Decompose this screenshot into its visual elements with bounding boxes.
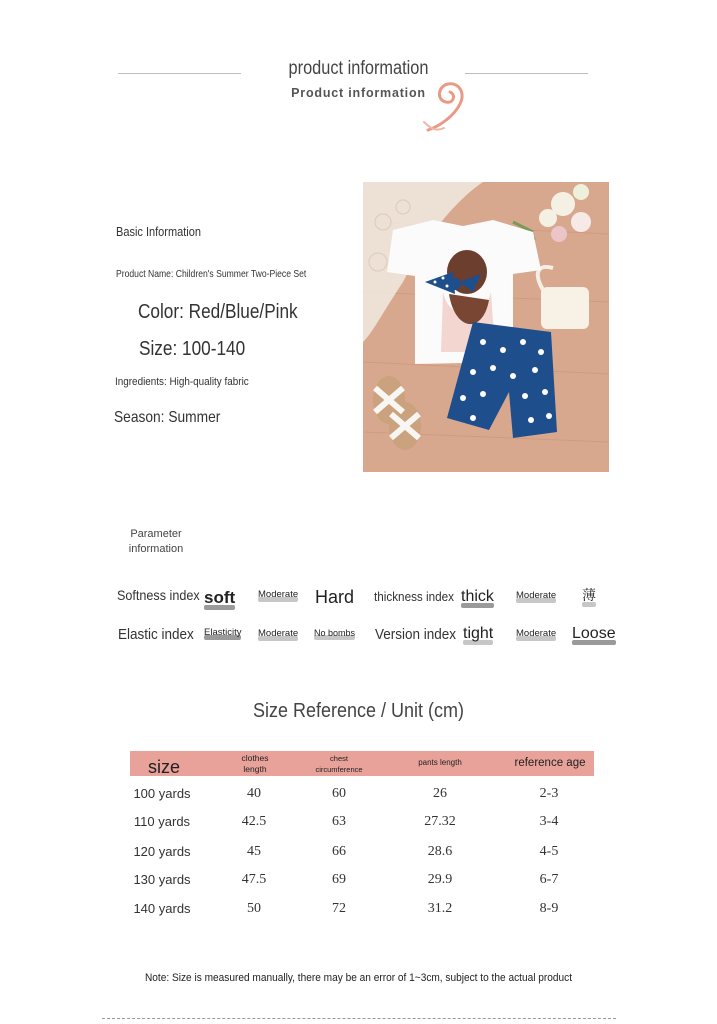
table-cell: 3-4 xyxy=(539,814,559,829)
table-cell: 4-5 xyxy=(539,844,559,859)
thickness-option-thin: 薄 xyxy=(582,585,596,605)
table-cell: 42.5 xyxy=(241,814,267,829)
table-cell: 2-3 xyxy=(539,786,559,801)
thickness-option-moderate: Moderate xyxy=(516,590,557,601)
softness-option-soft: soft xyxy=(204,588,235,608)
product-color: Color: Red/Blue/Pink xyxy=(138,301,298,323)
table-cell: 50 xyxy=(247,901,261,916)
header-reference-age: reference age xyxy=(514,757,586,769)
size-cell: 110 yards xyxy=(133,814,191,829)
table-cell: 69 xyxy=(332,872,346,887)
header-chest-line2: circumference xyxy=(315,765,363,774)
table-cell: 26 xyxy=(433,786,447,801)
thickness-option-thick: thick xyxy=(461,588,494,606)
elastic-option-moderate: Moderate xyxy=(258,628,299,639)
version-index-label: Version index xyxy=(375,626,457,643)
table-cell: 47.5 xyxy=(241,872,267,887)
version-option-moderate: Moderate xyxy=(516,628,557,639)
product-season: Season: Summer xyxy=(114,409,221,426)
product-photo xyxy=(363,182,609,472)
table-cell: 66 xyxy=(332,844,346,859)
size-table-title: Size Reference / Unit (cm) xyxy=(252,700,465,722)
table-cell: 72 xyxy=(332,901,346,916)
page-title: product information xyxy=(288,58,429,79)
swirl-decoration-icon xyxy=(420,78,472,136)
table-cell: 8-9 xyxy=(539,901,559,916)
size-cell: 140 yards xyxy=(133,901,191,916)
size-cell: 120 yards xyxy=(133,844,191,859)
table-cell: 31.2 xyxy=(427,901,453,916)
table-cell: 60 xyxy=(332,786,346,801)
header-chest-circumference xyxy=(308,753,370,775)
table-cell: 29.9 xyxy=(427,872,453,887)
size-table-header xyxy=(130,751,594,776)
header-chest-line1: chest xyxy=(330,754,348,763)
footer-dashed-divider xyxy=(102,1018,616,1019)
page-subtitle: Product information xyxy=(291,86,426,100)
parameter-title-line2: information xyxy=(128,543,184,555)
softness-option-hard: Hard xyxy=(315,587,355,607)
header-clothes-length xyxy=(230,753,280,775)
measurement-note: Note: Size is measured manually, there may be an error of 1~3cm, subject to the actual product xyxy=(144,972,573,984)
table-cell: 27.32 xyxy=(424,814,456,829)
parameter-title xyxy=(110,527,202,557)
table-cell: 40 xyxy=(247,786,261,801)
version-option-tight: tight xyxy=(463,625,493,643)
table-cell: 6-7 xyxy=(539,872,559,887)
version-option-loose: Loose xyxy=(572,625,616,643)
elastic-option-elasticity: Elasticity xyxy=(204,627,242,638)
table-cell: 63 xyxy=(332,814,346,829)
size-cell: 100 yards xyxy=(133,786,191,801)
header-clothes-line1: clothes xyxy=(241,753,269,763)
softness-index-label: Softness index xyxy=(117,587,200,603)
header-pants-length: pants length xyxy=(418,758,462,767)
basic-info-heading: Basic Information xyxy=(116,225,201,239)
softness-option-moderate: Moderate xyxy=(258,589,299,600)
product-ingredients: Ingredients: High-quality fabric xyxy=(115,376,249,388)
product-name: Product Name: Children's Summer Two-Piece Set xyxy=(116,269,307,280)
thickness-index-label: thickness index xyxy=(374,589,455,604)
header-size: size xyxy=(148,757,181,777)
table-cell: 28.6 xyxy=(427,844,453,859)
table-cell: 45 xyxy=(247,844,261,859)
parameter-title-line1: Parameter xyxy=(130,528,182,540)
product-size: Size: 100-140 xyxy=(139,338,246,360)
elastic-index-label: Elastic index xyxy=(118,626,194,643)
header-clothes-line2: length xyxy=(243,764,267,774)
size-cell: 130 yards xyxy=(133,872,191,887)
elastic-option-no-bombs: No bombs xyxy=(314,628,356,638)
